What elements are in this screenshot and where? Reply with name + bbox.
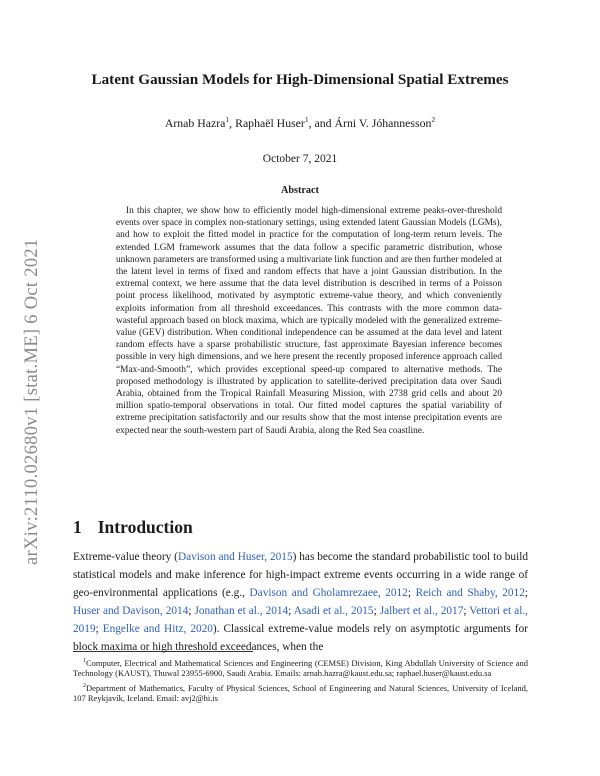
intro-text: ; [288,605,294,617]
introduction-paragraph [73,548,528,656]
section-number: 1 [73,517,82,537]
citation-link[interactable]: Davison and Huser, 2015 [177,551,293,563]
intro-text: ). Classical extreme-value models rely on asymptotic arguments for block maxima or high threshold exceedances, when the [73,623,528,653]
paper-title: Latent Gaussian Models for High-Dimensional Spatial Extremes [91,71,509,88]
intro-text: ; [407,587,416,599]
author-list [0,115,600,131]
citation-link[interactable]: Davison and Gholamrezaee, 2012 [249,587,408,599]
footnote-text: Computer, Electrical and Mathematical Sciences and Engineering (CEMSE) Division, King Abdullah University of Science and Technology (KAUST), Thuwal 23955-6900, Saudi Arabia. Emails: arnab.hazra@kaust.edu.sa; raphael.huser@kaust.edu.sa [73,657,528,679]
footnotes [73,656,528,706]
author-name: Arnab Hazra [164,115,226,130]
citation-link[interactable]: Huser and Davison, 2014 [73,605,189,617]
citation-link[interactable]: Engelke and Hitz, 2020 [102,623,213,635]
intro-text: Extreme-value theory ( [73,551,178,563]
citation-link[interactable]: Reich and Shaby, 2012 [415,587,525,599]
affiliation-mark: 1 [225,115,230,124]
affiliation-mark: 2 [431,115,436,124]
author-separator: , [229,115,236,130]
author-name: Raphaël Huser [235,115,305,130]
author-separator: , and [308,115,335,130]
abstract-heading: Abstract [281,185,319,196]
section-heading [73,517,193,538]
author-name: Árni V. Jóhannesson [334,115,432,130]
citation-link[interactable]: Asadi et al., 2015 [293,605,374,617]
publication-date: October 7, 2021 [262,153,338,165]
citation-link[interactable]: Jonathan et al., 2014 [194,605,289,617]
footnote-text: Department of Mathematics, Faculty of Physical Sciences, School of Engineering and Natural Sciences, University of Iceland, 107 Reykjavík, Iceland. Email: avj2@hi.is [73,682,528,704]
affiliation-mark: 1 [304,115,309,124]
intro-text: ; [463,605,470,617]
abstract-body: In this chapter, we show how to efficiently model high-dimensional extreme peaks-over-threshold events over space in complex non-stationary settings, using extended latent Gaussian Models (LGMs), and how to exploit the fitted model in practice for the computation of long-term return levels. The extended LGM framework assumes that the data follow a specific parametric distribution, whose unknown parameters are transformed using a multivariate link function and are then further modeled at the latent level in terms of fixed and random effects that have a joint Gaussian distribution. In the extremal context, we here assume that the data level distribution is described in terms of a Poisson point process likelihood, motivated by asymptotic extreme-value theory, and which conveniently exploits information from all threshold exceedances. This contrasts with the more common data-wasteful approach based on block maxima, which are typically modeled with the generalized extreme-value (GEV) distribution. When conditional independence can be assumed at the data level and latent random effects have a sparse probabilistic structure, fast approximate Bayesian inference becomes possible in very high dimensions, and we here present the recently proposed inference approach called “Max-and-Smooth”, which provides exceptional speed-up compared to alternative methods. The proposed methodology is illustrated by application to satellite-derived precipitation data over Saudi Arabia, obtained from the Tropical Rainfall Measuring Mission, with 2738 grid cells and about 20 million spatio-temporal observations in total. Our fitted model captures the spatial variability of extreme precipitation satisfactorily and our results show that the most intense precipitation events are expected near the south-western part of Saudi Arabia, along the Red Sea coastline. [116,206,502,436]
intro-text: ; [188,605,195,617]
footnote-mark: 1 [83,658,86,664]
footnote [73,681,528,704]
intro-text: ; [373,605,380,617]
footnote-divider [73,651,253,652]
intro-text: ; [95,623,103,635]
intro-text: ; [524,587,528,599]
footnote-mark: 2 [83,683,86,690]
footnote [73,656,528,679]
section-title: Introduction [97,517,193,537]
arxiv-identifier: arXiv:2110.02680v1 [stat.ME] 6 Oct 2021 [22,238,42,565]
intro-text: ) has become the standard probabilistic tool to build statistical models and make inference for high-impact extreme events occurring in a wide range of geo-environmental applications (e.g., [73,551,529,599]
citation-link[interactable]: Jalbert et al., 2017 [379,605,464,617]
citation-link[interactable]: Vettori et al., 2019 [73,605,528,635]
